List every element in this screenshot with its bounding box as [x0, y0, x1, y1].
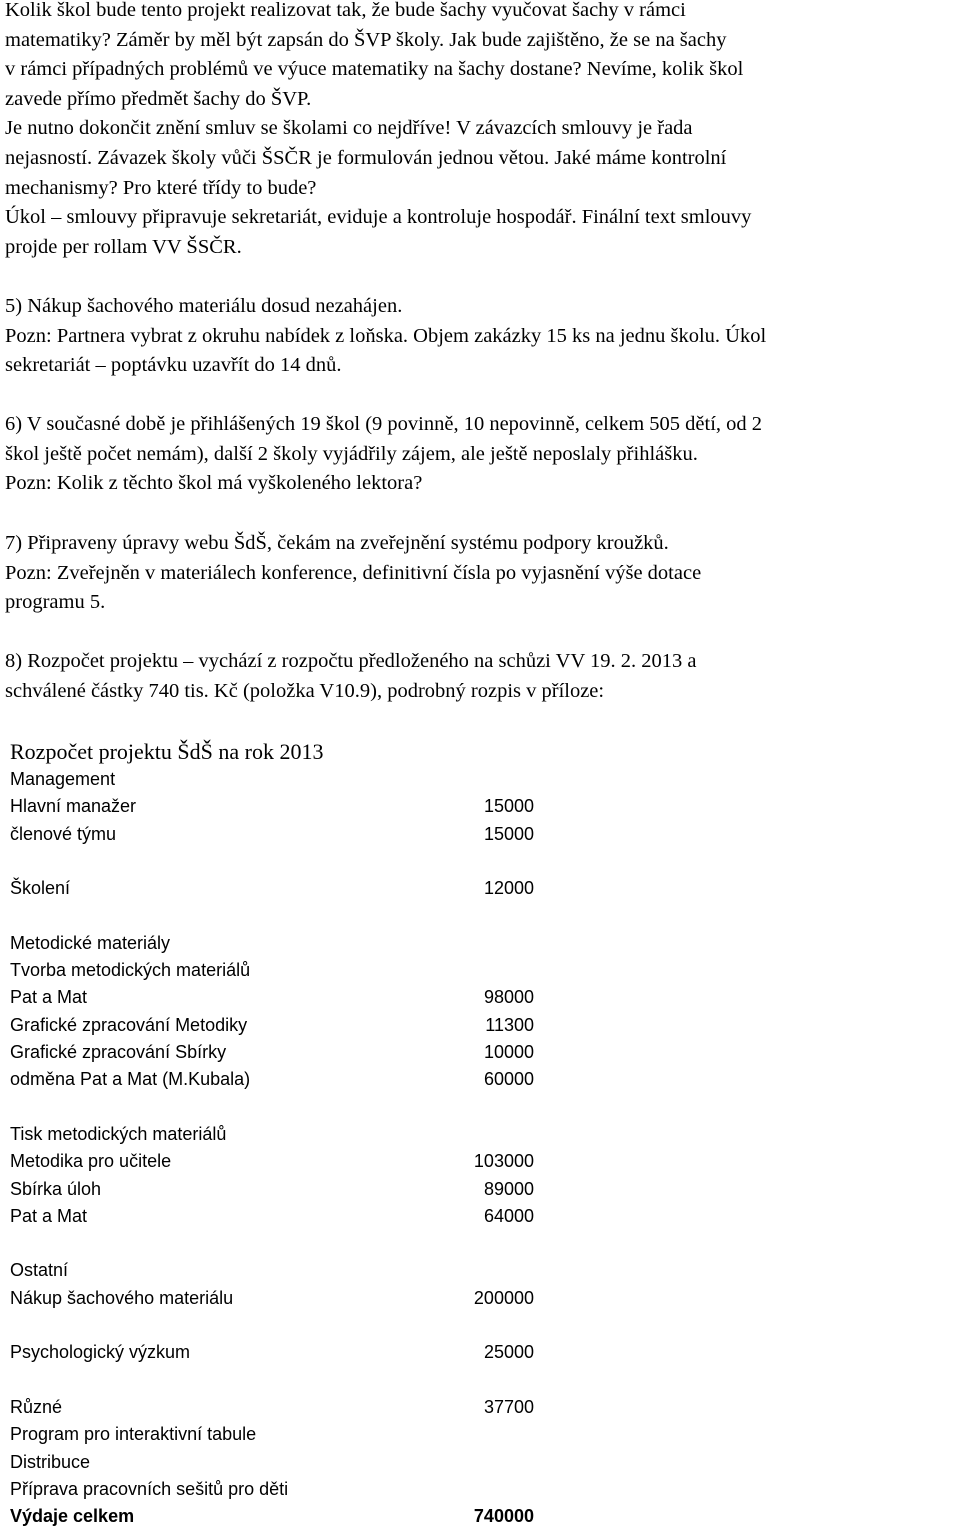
- paragraph-contracts: [5, 0, 955, 262]
- text-line: schválené částky 740 tis. Kč (položka V10.9), podrobný rozpis v příloze:: [5, 679, 605, 702]
- budget-row: [10, 930, 540, 957]
- budget-row: [10, 1257, 540, 1284]
- text-line: Kolik škol bude tento projekt realizovat tak, že bude šachy vyučovat šachy v rámci: [5, 0, 686, 21]
- budget-row-label: Školení: [10, 878, 71, 899]
- budget-row-label: Tvorba metodických materiálů: [10, 960, 251, 981]
- text-line: 8) Rozpočet projektu – vychází z rozpočtu předloženého na schůzi VV 19. 2. 2013 a: [5, 650, 697, 672]
- budget-row: [10, 1449, 540, 1476]
- budget-row: [10, 1394, 540, 1421]
- paragraph-item-6: [5, 410, 955, 499]
- text-line: programu 5.: [5, 591, 106, 614]
- budget-row-amount: 60000: [483, 1069, 534, 1090]
- budget-row: [10, 1148, 540, 1175]
- budget-row: [10, 957, 540, 984]
- text-line: Pozn: Zveřejněn v materiálech konference, definitivní čísla po vyjasnění výše dotace: [5, 561, 702, 584]
- budget-row-label: Grafické zpracování Metodiky: [10, 1014, 248, 1035]
- budget-row: [10, 1121, 540, 1148]
- budget-spacer-row: [10, 848, 540, 875]
- budget-row: [10, 1476, 540, 1503]
- text-line: nejasností. Závazek školy vůči ŠSČR je formulován jednou větou. Jaké máme kontrolní: [5, 146, 727, 169]
- budget-row-label: Management: [10, 769, 116, 789]
- text-line: v rámci případných problémů ve výuce matematiky na šachy dostane? Nevíme, kolik škol: [5, 58, 744, 81]
- paragraph-item-8: [5, 647, 955, 706]
- budget-row-amount: 200000: [473, 1287, 534, 1308]
- budget-row-amount: 103000: [473, 1151, 534, 1172]
- budget-row: [10, 875, 540, 902]
- budget-row: [10, 1066, 540, 1093]
- budget-row: [10, 766, 540, 793]
- budget-row-amount: 89000: [483, 1178, 534, 1199]
- budget-row: [10, 1012, 540, 1039]
- budget-spacer-row: [10, 1094, 540, 1121]
- budget-title: Rozpočet projektu ŠdŠ na rok 2013: [10, 739, 324, 764]
- budget-row: [10, 1039, 540, 1066]
- text-line: matematiky? Záměr by měl být zapsán do ŠVP školy. Jak bude zajištěno, že se na šachy: [5, 28, 727, 51]
- budget-row: [10, 821, 540, 848]
- budget-row-label: Sbírka úloh: [10, 1178, 102, 1199]
- budget-row-amount: 15000: [483, 796, 534, 817]
- budget-row-amount: 12000: [483, 878, 534, 899]
- budget-spacer-row: [10, 903, 540, 930]
- text-line: 6) V současné době je přihlášených 19 škol (9 povinně, 10 nepovinně, celkem 505 dětí, od 2: [5, 413, 763, 435]
- text-line: škol ještě počet nemám), další 2 školy vyjádřily zájem, ale ještě neposlaly přihlášku.: [5, 442, 698, 465]
- budget-row-amount: 98000: [483, 987, 534, 1008]
- budget-row: [10, 793, 540, 820]
- budget-row-label: Ostatní: [10, 1260, 69, 1281]
- budget-row-amount: 740000: [473, 1506, 534, 1527]
- budget-row-label: Hlavní manažer: [10, 796, 137, 817]
- budget-row-amount: 25000: [483, 1342, 534, 1363]
- budget-row: [10, 1421, 540, 1448]
- text-line: projde per rollam VV ŠSČR.: [5, 235, 242, 258]
- budget-row-label: odměna Pat a Mat (M.Kubala): [10, 1069, 251, 1090]
- budget-row-label: Nákup šachového materiálu: [10, 1287, 234, 1308]
- budget-row: [10, 1339, 540, 1366]
- budget-row-amount: 11300: [485, 1014, 534, 1035]
- text-line: mechanismy? Pro které třídy to bude?: [5, 176, 317, 199]
- budget-row: [10, 1503, 540, 1530]
- budget-row: [10, 984, 540, 1011]
- budget-row-label: Příprava pracovních sešitů pro děti: [10, 1478, 289, 1499]
- budget-row-amount: 64000: [483, 1205, 534, 1226]
- budget-row-label: Metodika pro učitele: [10, 1151, 172, 1172]
- text-line: zavede přímo předmět šachy do ŠVP.: [5, 87, 312, 110]
- budget-spacer-row: [10, 1312, 540, 1339]
- paragraph-item-7: [5, 529, 955, 618]
- budget-row-label: Grafické zpracování Sbírky: [10, 1042, 227, 1062]
- budget-row: [10, 1176, 540, 1203]
- budget-spacer-row: [10, 1230, 540, 1257]
- budget-row-label: členové týmu: [10, 823, 117, 844]
- budget-row-label: Výdaje celkem: [10, 1506, 135, 1527]
- paragraph-item-5: [5, 292, 955, 381]
- text-line: 7) Připraveny úpravy webu ŠdŠ, čekám na zveřejnění systému podpory kroužků.: [5, 532, 669, 554]
- text-line: 5) Nákup šachového materiálu dosud nezahájen.: [5, 295, 403, 317]
- text-line: Pozn: Partnera vybrat z okruhu nabídek z loňska. Objem zakázky 15 ks na jednu školu. Úkol: [5, 324, 767, 347]
- budget-row-amount: 10000: [483, 1042, 534, 1062]
- text-line: Úkol – smlouvy připravuje sekretariát, eviduje a kontroluje hospodář. Finální text smlouvy: [5, 206, 752, 229]
- budget-row-label: Metodické materiály: [10, 932, 171, 953]
- budget-row-label: Pat a Mat: [10, 1205, 88, 1226]
- budget-row-label: Program pro interaktivní tabule: [10, 1424, 257, 1445]
- text-line: sekretariát – poptávku uzavřít do 14 dnů.: [5, 354, 342, 377]
- budget-row-amount: 37700: [483, 1396, 534, 1417]
- budget-row-label: Různé: [10, 1396, 63, 1417]
- budget-row-label: Distribuce: [10, 1451, 91, 1472]
- budget-row-label: Pat a Mat: [10, 987, 88, 1008]
- text-line: Pozn: Kolik z těchto škol má vyškoleného lektora?: [5, 472, 423, 495]
- budget-row: [10, 1203, 540, 1230]
- text-line: Je nutno dokončit znění smluv se školami co nejdříve! V závazcích smlouvy je řada: [5, 117, 693, 140]
- budget-spacer-row: [10, 1367, 540, 1394]
- budget-row-label: Psychologický výzkum: [10, 1342, 191, 1363]
- budget-row: [10, 1285, 540, 1312]
- budget-row-label: Tisk metodických materiálů: [10, 1123, 227, 1144]
- budget-row-amount: 15000: [483, 823, 534, 844]
